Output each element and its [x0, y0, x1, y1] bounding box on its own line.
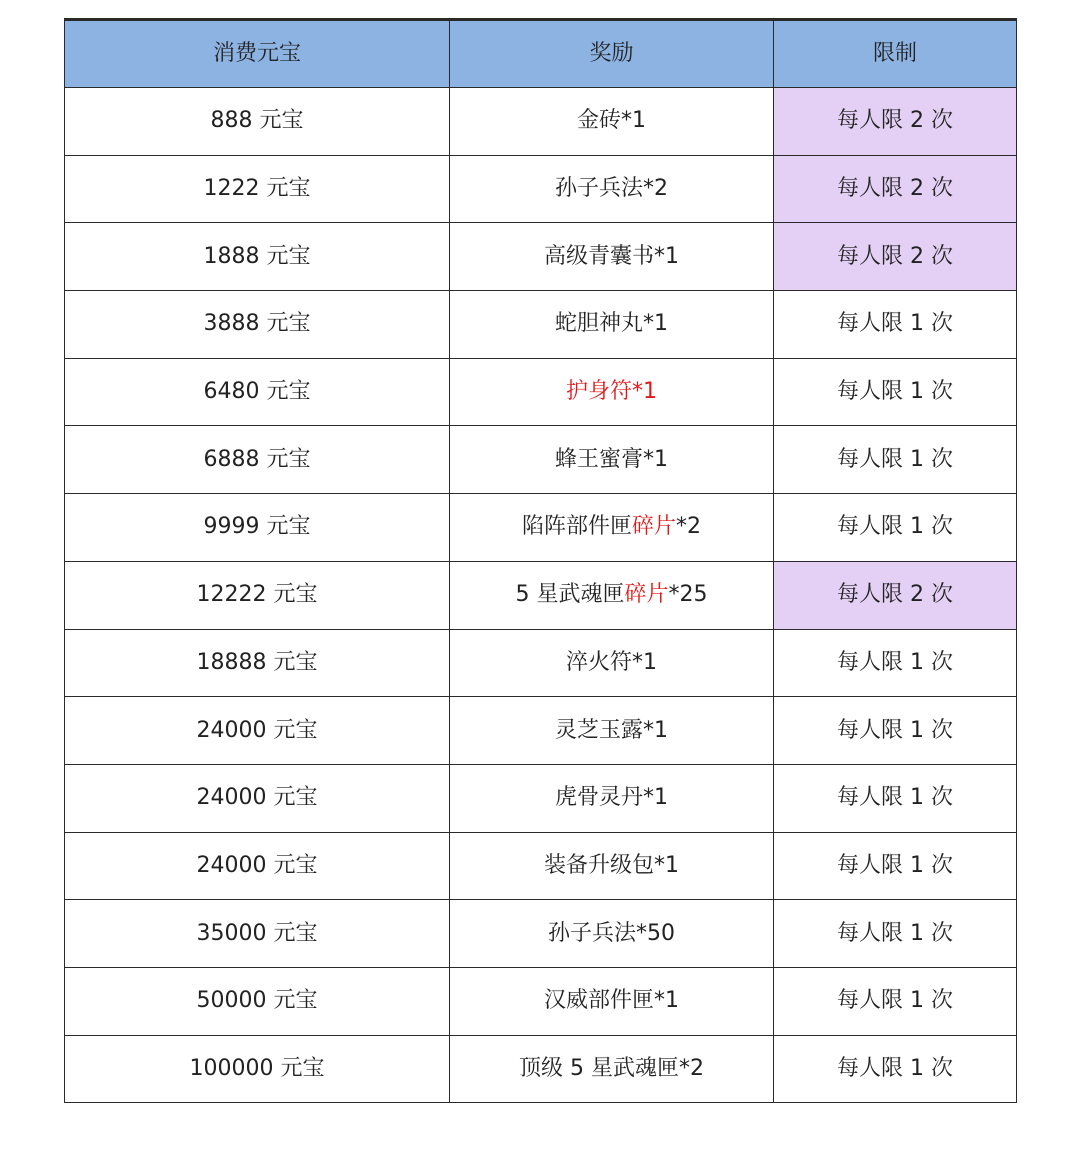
table-row: [65, 900, 1017, 968]
table-header-row: [65, 20, 1017, 88]
table-row: [65, 561, 1017, 629]
table-row: [65, 494, 1017, 562]
cost-cell: 1222 元宝: [65, 155, 450, 223]
table-row: [65, 155, 1017, 223]
reward-text: 5 星武魂匣: [515, 582, 625, 608]
cost-cell: 24000 元宝: [65, 764, 450, 832]
reward-cell: [450, 155, 774, 223]
header-reward: 奖励: [450, 20, 774, 88]
limit-cell: 每人限 2 次: [774, 561, 1017, 629]
reward-text-highlight: 碎片: [632, 514, 677, 540]
table-row: [65, 697, 1017, 765]
reward-cell: [450, 1035, 774, 1103]
limit-cell: 每人限 1 次: [774, 967, 1017, 1035]
cost-cell: 18888 元宝: [65, 629, 450, 697]
table-row: [65, 764, 1017, 832]
reward-text: 蛇胆神丸*1: [555, 311, 668, 337]
table-row: [65, 358, 1017, 426]
reward-cell: [450, 561, 774, 629]
reward-text-highlight: 碎片: [624, 582, 669, 608]
table-row: [65, 832, 1017, 900]
table-row: [65, 223, 1017, 291]
cost-cell: 100000 元宝: [65, 1035, 450, 1103]
cost-cell: 6888 元宝: [65, 426, 450, 494]
header-cost: 消费元宝: [65, 20, 450, 88]
reward-text: 陷阵部件匣: [521, 514, 632, 540]
cost-cell: 50000 元宝: [65, 967, 450, 1035]
table-row: [65, 629, 1017, 697]
limit-cell: 每人限 1 次: [774, 291, 1017, 359]
reward-text: 汉威部件匣*1: [544, 988, 679, 1014]
table-row: [65, 426, 1017, 494]
limit-cell: 每人限 1 次: [774, 832, 1017, 900]
table-row: [65, 967, 1017, 1035]
cost-cell: 6480 元宝: [65, 358, 450, 426]
cost-cell: 3888 元宝: [65, 291, 450, 359]
header-limit: 限制: [774, 20, 1017, 88]
table-row: [65, 88, 1017, 156]
reward-table-container: [64, 18, 1016, 1103]
limit-cell: 每人限 1 次: [774, 764, 1017, 832]
reward-cell: [450, 967, 774, 1035]
reward-table: [64, 18, 1017, 1103]
reward-text-highlight: 护身符*1: [566, 379, 657, 405]
reward-text: 高级青囊书*1: [544, 243, 679, 269]
cost-cell: 12222 元宝: [65, 561, 450, 629]
reward-text: 蜂王蜜膏*1: [555, 446, 668, 472]
cost-cell: 888 元宝: [65, 88, 450, 156]
limit-cell: 每人限 2 次: [774, 155, 1017, 223]
limit-cell: 每人限 2 次: [774, 88, 1017, 156]
limit-cell: 每人限 1 次: [774, 426, 1017, 494]
limit-cell: 每人限 1 次: [774, 900, 1017, 968]
limit-cell: 每人限 1 次: [774, 629, 1017, 697]
reward-cell: [450, 223, 774, 291]
cost-cell: 1888 元宝: [65, 223, 450, 291]
reward-cell: [450, 900, 774, 968]
reward-text: 装备升级包*1: [544, 852, 679, 878]
limit-cell: 每人限 2 次: [774, 223, 1017, 291]
reward-cell: [450, 832, 774, 900]
reward-cell: [450, 697, 774, 765]
reward-cell: [450, 426, 774, 494]
limit-cell: 每人限 1 次: [774, 697, 1017, 765]
cost-cell: 24000 元宝: [65, 697, 450, 765]
reward-cell: [450, 629, 774, 697]
reward-text: *2: [676, 514, 702, 540]
cost-cell: 9999 元宝: [65, 494, 450, 562]
reward-text: 灵芝玉露*1: [555, 717, 668, 743]
reward-cell: [450, 88, 774, 156]
limit-cell: 每人限 1 次: [774, 358, 1017, 426]
table-row: [65, 1035, 1017, 1103]
reward-cell: [450, 291, 774, 359]
reward-text: 顶级 5 星武魂匣*2: [519, 1055, 704, 1081]
limit-cell: 每人限 1 次: [774, 494, 1017, 562]
reward-text: *25: [668, 582, 708, 608]
table-row: [65, 291, 1017, 359]
reward-text: 金砖*1: [577, 108, 646, 134]
cost-cell: 24000 元宝: [65, 832, 450, 900]
reward-cell: [450, 358, 774, 426]
reward-cell: [450, 494, 774, 562]
reward-cell: [450, 764, 774, 832]
cost-cell: 35000 元宝: [65, 900, 450, 968]
reward-text: 虎骨灵丹*1: [555, 785, 668, 811]
reward-text: 孙子兵法*2: [555, 176, 668, 202]
table-body: [65, 88, 1017, 1103]
reward-text: 淬火符*1: [566, 649, 657, 675]
reward-text: 孙子兵法*50: [548, 920, 675, 946]
limit-cell: 每人限 1 次: [774, 1035, 1017, 1103]
